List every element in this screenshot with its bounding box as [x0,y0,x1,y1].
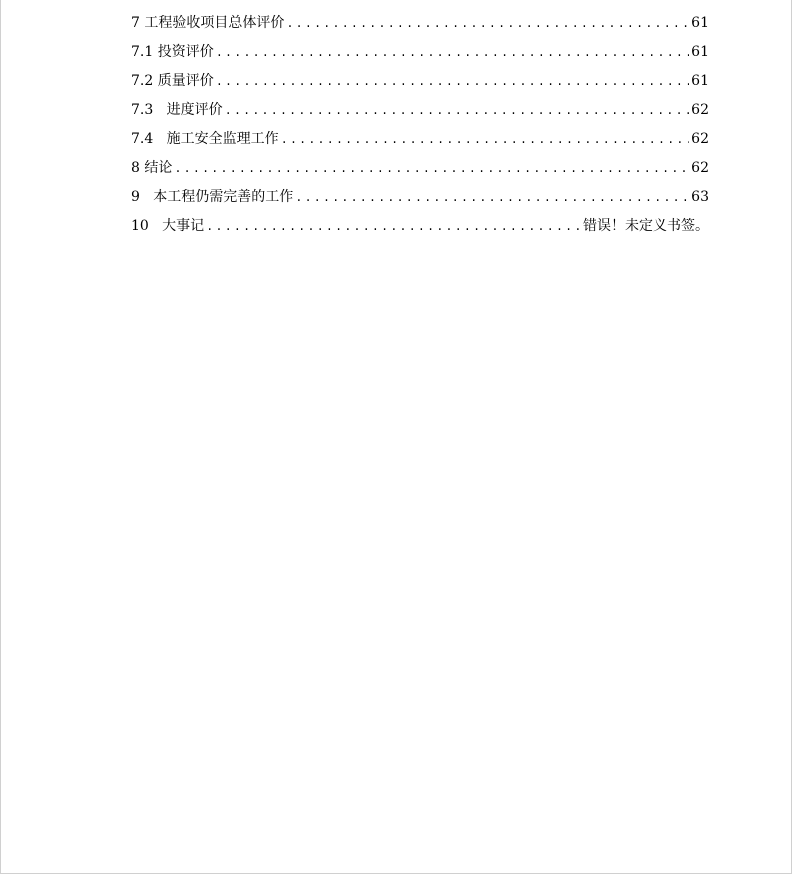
toc-entry[interactable] [131,183,709,212]
toc-page-number: 61 [691,73,709,89]
toc-dot-leader [295,184,689,213]
toc-entry-title: 7.3 进度评价 [131,102,223,118]
toc-entry-title: 7.2 质量评价 [131,73,214,89]
toc-entry-title: 7.4 施工安全监理工作 [131,131,279,147]
toc-page-number: 62 [691,102,709,118]
toc-entry-title: 7 工程验收项目总体评价 [131,15,285,31]
toc-page-number: 62 [691,160,709,176]
toc-entry[interactable] [131,38,709,67]
toc-page-number: 61 [691,44,709,60]
toc-entry[interactable] [131,125,709,154]
toc-dot-leader [225,97,690,126]
toc-entry-title: 9 本工程仍需完善的工作 [131,189,294,205]
toc-entry-title: 8 结论 [131,160,173,176]
toc-dot-leader [281,126,690,155]
toc-dot-leader [216,39,689,68]
toc-page-number: 61 [691,15,709,31]
toc-dot-leader [206,213,581,242]
toc-entry-title: 7.1 投资评价 [131,44,214,60]
toc-entry[interactable] [131,154,709,183]
toc-page-number: 62 [691,131,709,147]
toc-dot-leader [286,10,689,39]
toc-entry[interactable] [131,9,709,38]
toc-entry[interactable] [131,96,709,125]
toc-page-number: 错误！未定义书签。 [583,218,709,234]
table-of-contents [131,9,709,241]
toc-entry-title: 10 大事记 [131,218,205,234]
toc-dot-leader [174,155,689,184]
toc-entry[interactable] [131,67,709,96]
toc-entry[interactable] [131,212,709,241]
toc-page-number: 63 [691,189,709,205]
toc-dot-leader [216,68,689,97]
